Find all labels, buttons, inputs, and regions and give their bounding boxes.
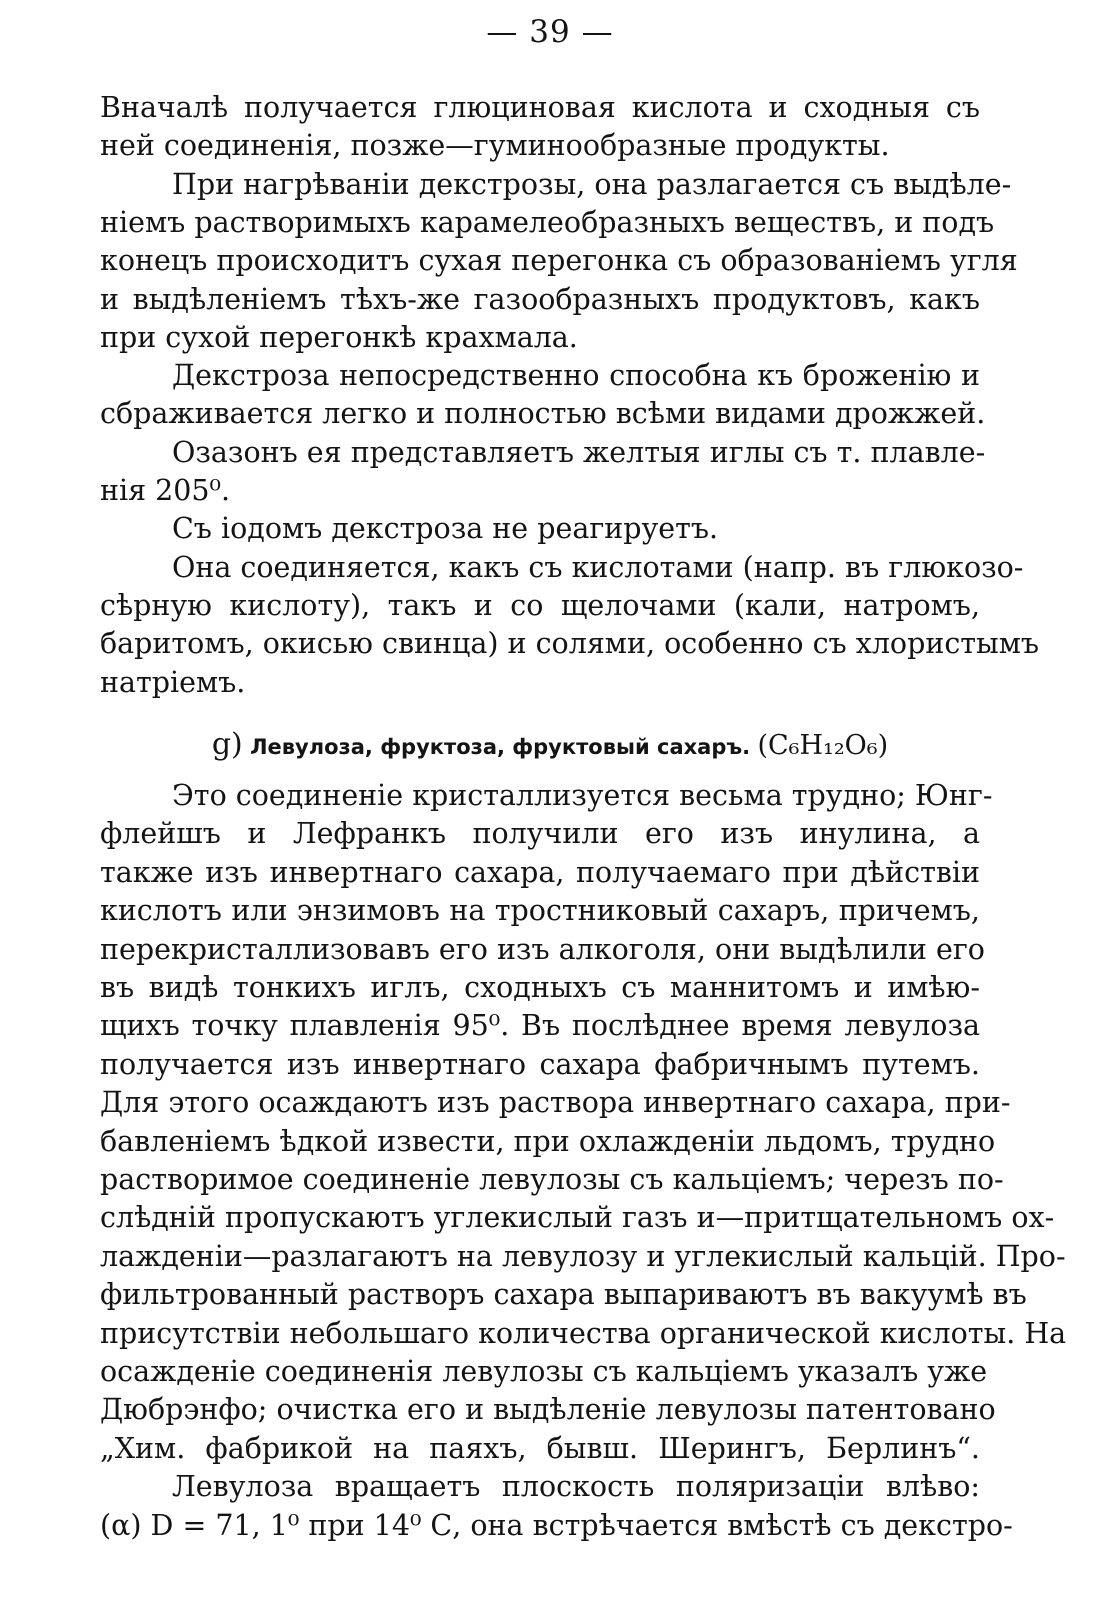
text-line: и выдѣленіемъ тѣхъ-же газообразныхъ продуктовъ, какъ (100, 282, 980, 316)
text-line: сѣрную кислоту), такъ и со щелочами (кали, натромъ, (100, 588, 980, 622)
text-line: при сухой перегонкѣ крахмала. (100, 320, 578, 354)
text-line: перекристаллизовавъ его изъ алкоголя, они выдѣлили его (100, 932, 985, 966)
page-number: — 39 — (486, 14, 614, 50)
text-line: ніемъ растворимыхъ карамелеобразныхъ веществъ, и подъ (100, 205, 995, 239)
text-line: нія 205⁰. (100, 474, 231, 507)
text-line: (α) D = 71, 1⁰ при 14⁰ С, она встрѣчается вмѣстѣ съ декстро- (100, 1508, 1013, 1542)
text-line: бавленіемъ ѣдкой извести, при охлажденіи льдомъ, трудно (100, 1124, 996, 1158)
section-formula: (C₆H₁₂O₆) (757, 730, 889, 761)
text-line: Вначалѣ получается глюциновая кислота и сходныя съ (100, 91, 980, 124)
text-line: получается изъ инвертнаго сахара фабричнымъ путемъ. (100, 1047, 980, 1081)
text-line: Съ іодомъ декстроза не реагируетъ. (172, 512, 719, 546)
text-line: фильтрованный растворъ сахара выпариваютъ въ вакуумѣ въ (100, 1278, 1027, 1312)
text-line: лажденіи—разлагаютъ на левулозу и углекислый кальцій. Про- (100, 1239, 1066, 1273)
text-line: ней соединенія, позже—гуминообразные продукты. (100, 129, 890, 163)
section-title: Левулоза, фруктоза, фруктовый сахаръ. (250, 735, 751, 759)
text-line: въ видѣ тонкихъ иглъ, сходныхъ съ маннитомъ и имѣю- (100, 971, 980, 1004)
text-line: конецъ происходитъ сухая перегонка съ образованіемъ угля (100, 244, 1018, 278)
text-line: сбраживается легко и полностью всѣми видами дрожжей. (100, 397, 986, 431)
text-line: Дюбрэнфо; очистка его и выдѣленіе левулозы патентовано (100, 1393, 996, 1427)
section-heading (0, 727, 1100, 765)
text-line: также изъ инвертнаго сахара, получаемаго при дѣйствіи (100, 855, 980, 889)
text-line: При нагрѣваніи декстрозы, она разлагается съ выдѣле- (172, 167, 1012, 201)
text-line: баритомъ, окисью свинца) и солями, особенно съ хлористымъ (100, 627, 1040, 661)
text-line: Для этого осаждаютъ изъ раствора инвертнаго сахара, при- (100, 1086, 1011, 1120)
section-letter: g) (211, 727, 243, 762)
text-line: щихъ точку плавленія 95⁰. Въ послѣднее время левулоза (100, 1009, 980, 1043)
text-line: слѣдній пропускаютъ углекислый газъ и—притщательномъ ох- (100, 1201, 1055, 1235)
text-line: Она соединяется, какъ съ кислотами (напр. въ глюкозо- (172, 550, 1024, 584)
text-line: кислотъ или энзимовъ на тростниковый сахаръ, причемъ, (100, 894, 980, 928)
text-line: натріемъ. (100, 665, 246, 699)
text-line: растворимое соединеніе левулозы съ кальціемъ; черезъ по- (100, 1163, 1004, 1196)
text-line: „Хим. фабрикой на паяхъ, бывш. Шерингъ, Берлинъ“. (100, 1431, 980, 1465)
text-line: Декстроза непосредственно способна къ броженію и (172, 359, 980, 393)
text-line: присутствіи небольшаго количества органической кислоты. На (100, 1316, 1067, 1350)
text-line: Озазонъ ея представляетъ желтыя иглы съ т. плавле- (172, 435, 986, 469)
text-line: Это соединеніе кристаллизуется весьма трудно; Юнг- (172, 779, 993, 812)
text-line: флейшъ и Лефранкъ получили его изъ инулина, а (100, 817, 980, 851)
text-line: Левулоза вращаетъ плоскость поляризаціи влѣво: (172, 1470, 980, 1504)
text-line: осажденіе соединенія левулозы съ кальціемъ указалъ уже (100, 1355, 988, 1388)
